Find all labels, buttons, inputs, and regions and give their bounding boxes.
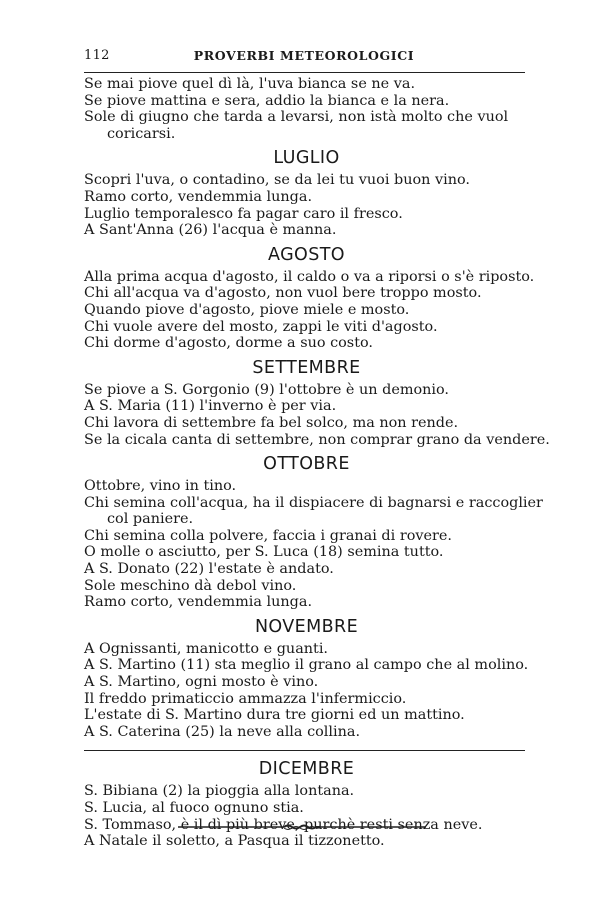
proverb-line: Ottobre, vino in tino. (84, 478, 237, 495)
running-title: PROVERBI METEOROLOGICI (193, 48, 415, 63)
section-luglio (84, 172, 529, 238)
month-heading-agosto: AGOSTO (268, 244, 345, 265)
proverb-line: A S. Donato (22) l'estate è andato. (84, 561, 334, 578)
section-agosto (84, 268, 535, 352)
proverb-line: S. Bibiana (2) la pioggia alla lontana. (84, 783, 355, 800)
proverb-line: Chi dorme d'agosto, dorme a suo costo. (84, 335, 373, 352)
proverb-line: Se la cicala canta di settembre, non comprar grano da vendere. (84, 431, 550, 448)
section-dicembre (84, 783, 529, 849)
month-heading-ottobre: OTTOBRE (263, 454, 350, 475)
header-rule (84, 72, 525, 73)
proverb-line: A Natale il soletto, a Pasqua il tizzonetto. (84, 833, 385, 850)
intro-proverbs (84, 76, 529, 142)
page-number: 112 (84, 48, 110, 63)
month-heading-settembre: SETTEMBRE (252, 357, 361, 378)
proverb-line: A S. Maria (11) l'inverno è per via. (84, 398, 337, 415)
proverb-line: Luglio temporalesco fa pagar caro il fresco. (84, 205, 403, 222)
month-heading-novembre: NOVEMBRE (254, 616, 359, 637)
proverb-line: coricarsi. (107, 125, 176, 142)
month-heading-luglio: LUGLIO (273, 148, 340, 169)
proverb-line: Chi semina coll'acqua, ha il dispiacere di bagnarsi e raccoglier (84, 494, 543, 511)
tailpiece-ornament-icon (176, 822, 428, 832)
page-header (84, 48, 524, 68)
section-ottobre (84, 478, 543, 611)
proverb-line: Se piove mattina e sera, addio la bianca e la nera. (84, 92, 450, 109)
section-novembre (84, 641, 529, 741)
proverb-line: A Ognissanti, manicotto e guanti. (84, 640, 329, 657)
proverb-line: Sole di giugno che tarda a levarsi, non istà molto che vuol (84, 109, 509, 126)
proverb-line: Ramo corto, vendemmia lunga. (84, 594, 313, 611)
proverb-line: Se mai piove quel dì là, l'uva bianca se ne va. (84, 76, 416, 92)
proverb-line: Chi all'acqua va d'agosto, non vuol bere troppo mosto. (84, 285, 482, 302)
proverbs-body (84, 76, 550, 850)
proverb-line: Sole meschino dà debol vino. (84, 577, 297, 594)
proverb-line: Quando piove d'agosto, piove miele e mosto. (84, 301, 410, 318)
proverb-line: Chi lavora di settembre fa bel solco, ma non rende. (84, 414, 459, 431)
proverb-line: A Sant'Anna (26) l'acqua è manna. (84, 222, 337, 239)
proverb-line: col paniere. (107, 511, 194, 528)
proverb-line: Scopri l'uva, o contadino, se da lei tu vuoi buon vino. (84, 172, 470, 189)
proverb-line: A S. Caterina (25) la neve alla collina. (84, 723, 361, 740)
month-heading-dicembre: DICEMBRE (258, 759, 355, 780)
proverb-line: O molle o asciutto, per S. Luca (18) semina tutto. (84, 544, 444, 561)
section-settembre (84, 381, 550, 448)
end-ornament (176, 822, 428, 832)
proverb-line: S. Tommaso, è il dì più breve, purchè resti senza neve. (84, 816, 483, 833)
proverb-line: Chi semina colla polvere, faccia i granai di rovere. (84, 527, 452, 544)
proverb-line: A S. Martino (11) sta meglio il grano al campo che al molino. (84, 657, 529, 674)
proverb-line: Il freddo primaticcio ammazza l'infermiccio. (84, 690, 407, 707)
proverb-line: A S. Martino, ogni mosto è vino. (84, 674, 319, 691)
proverb-line: L'estate di S. Martino dura tre giorni ed un mattino. (84, 707, 465, 724)
proverb-line: Chi vuole avere del mosto, zappi le viti d'agosto. (84, 318, 438, 335)
proverb-line: S. Lucia, al fuoco ognuno stia. (84, 800, 304, 816)
proverb-line: Se piove a S. Gorgonio (9) l'ottobre è un demonio. (84, 381, 450, 398)
proverb-line: Alla prima acqua d'agosto, il caldo o va a riporsi o s'è riposto. (84, 268, 535, 285)
proverb-line: Ramo corto, vendemmia lunga. (84, 188, 313, 205)
section-divider (84, 750, 525, 751)
